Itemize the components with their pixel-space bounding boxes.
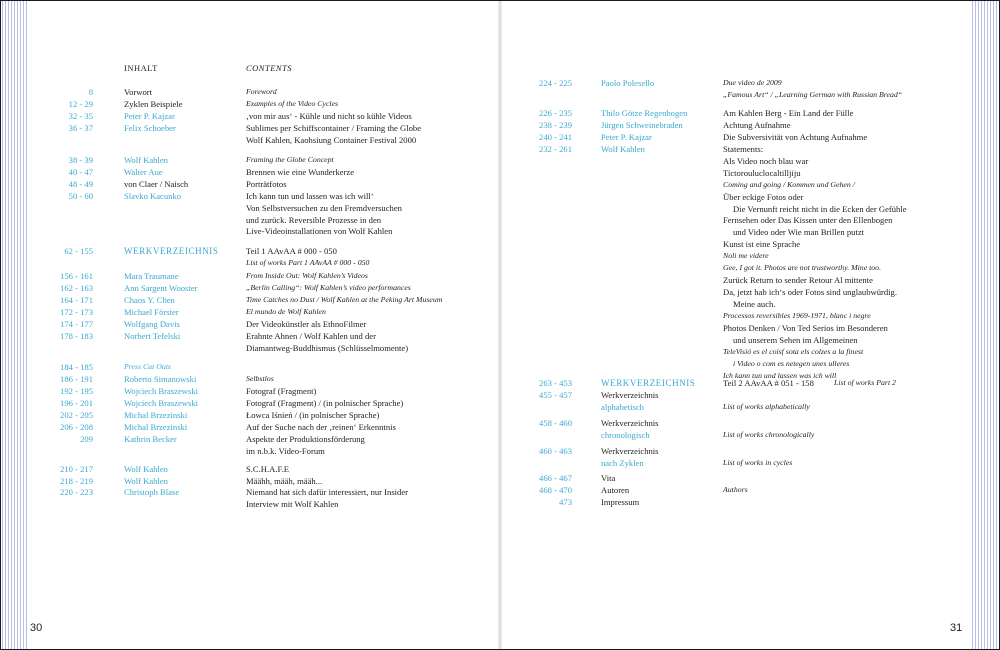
toc-page-range: 174 - 177: [60, 319, 93, 330]
toc-title: List of works alphabetically: [723, 401, 810, 411]
toc-author: Werkverzeichnis: [601, 445, 659, 456]
toc-page-range: 226 - 235: [539, 107, 572, 118]
toc-title: List of works chronologically: [723, 429, 815, 439]
toc-title: Erahnte Ahnen / Wolf Kahlen und der: [246, 331, 376, 342]
toc-title: Määhh, määh, määh...: [246, 475, 323, 486]
toc-author: Peter P. Kajzar: [601, 131, 652, 142]
toc-title: Da, jetzt hab ich‘s oder Fotos sind unglaubwürdig.: [723, 287, 897, 298]
toc-author: Walter Aue: [124, 166, 163, 177]
toc-author: Jürgen Schweinebraden: [601, 119, 683, 130]
toc-page-range: 184 - 185: [60, 361, 93, 372]
toc-author: WERKVERZEICHNIS: [601, 378, 696, 388]
toc-page-range: 178 - 183: [60, 331, 93, 342]
toc-page-range: 460 - 463: [539, 445, 572, 456]
toc-title: Von Selbstversuchen zu den Fremdversuchen: [246, 202, 402, 213]
toc-page-range: 156 - 161: [60, 271, 93, 282]
toc-author: Slavko Kacunko: [124, 190, 182, 201]
toc-title: Auf der Suche nach der ‚reinen‘ Erkenntnis: [246, 421, 396, 432]
toc-title: Authors: [723, 484, 748, 494]
toc-page-range: 36 - 37: [68, 122, 93, 133]
toc-author: Ann Sargent Wooster: [124, 283, 198, 294]
page-edge-right: [972, 0, 1000, 650]
toc-author: Wolf Kahlen: [601, 143, 645, 154]
toc-author: Peter P. Kajzar: [124, 110, 175, 121]
toc-page-range: 455 - 457: [539, 389, 572, 400]
toc-title: Teil 1 AAvAA # 000 - 050: [246, 246, 337, 257]
toc-title: und unserem Sehen im Allgemeinen: [733, 334, 858, 345]
toc-title: Der Videokünstler als EthnoFilmer: [246, 319, 367, 330]
toc-title: Time Catches no Dust / Wolf Kahlen at the Peking Art Museum: [246, 295, 443, 305]
toc-title: Als Video noch blau war: [723, 155, 809, 166]
toc-author: Vorwort: [124, 87, 153, 97]
toc-page-range: 164 - 171: [60, 295, 93, 306]
toc-author: Wolf Kahlen: [124, 463, 168, 474]
toc-title: Wolf Kahlen, Kaohsiung Container Festival 2000: [246, 134, 417, 145]
toc-page-range: 8: [88, 87, 93, 97]
toc-title: im n.b.k. Video-Forum: [246, 445, 325, 456]
toc-page-range: 468 - 470: [539, 484, 572, 495]
toc-title: Foreword: [246, 87, 277, 96]
toc-author: alphabetisch: [601, 401, 644, 412]
toc-page-range: 238 - 239: [539, 119, 572, 130]
toc-title: und Video oder Wie man Brillen putzt: [733, 227, 865, 238]
toc-title: Framing the Globe Concept: [246, 154, 334, 164]
toc-author: Christoph Blase: [124, 487, 180, 498]
toc-title: Aspekte der Produktionsförderung: [246, 433, 365, 444]
toc-page-range: 220 - 223: [60, 487, 93, 498]
page-edge-left: [0, 0, 28, 650]
toc-author: von Claer / Naisch: [124, 178, 189, 189]
toc-title: Kunst ist eine Sprache: [723, 239, 801, 250]
toc-title: Noli me videre: [723, 251, 769, 261]
toc-page-range: 38 - 39: [68, 154, 93, 165]
toc-title: i Video o com es netegen unes ulleres: [733, 358, 850, 368]
toc-author: Press Cut Outs: [124, 361, 171, 371]
toc-title: Gee, I got it. Photos are not trustworthy. Mine too.: [723, 263, 882, 273]
toc-page-range: 263 - 453: [539, 378, 572, 388]
toc-author: Vita: [601, 472, 616, 483]
toc-title: Interview mit Wolf Kahlen: [246, 499, 339, 510]
page-number-left: 30: [30, 622, 43, 634]
toc-author: Norbert Tefelski: [124, 331, 181, 342]
page-number-right: 31: [950, 622, 963, 634]
toc-page-range: 62 - 155: [64, 246, 93, 257]
toc-title: Ich kann tun und lassen was ich will‘: [246, 190, 374, 201]
toc-page-range: 192 - 195: [60, 385, 93, 396]
toc-title: Live-Videoinstallationen von Wolf Kahlen: [246, 226, 393, 237]
toc-author: Mara Traumane: [124, 271, 179, 282]
toc-author: Michael Förster: [124, 307, 179, 318]
toc-title: Am Kahlen Berg - Ein Land der Fülle: [723, 107, 854, 118]
toc-title: S.C.H.A.F.E: [246, 463, 290, 474]
toc-author: nach Zyklen: [601, 457, 644, 468]
toc-title: El mundo de Wolf Kahlen: [246, 307, 326, 317]
toc-title: Teil 2 AAvAA # 051 - 158: [723, 378, 814, 388]
toc-page-range: 172 - 173: [60, 307, 93, 318]
toc-title: Ich kann tun und lassen was ich will: [723, 370, 837, 380]
toc-page-range: 12 - 29: [68, 98, 93, 109]
toc-title: List of works Part 1 AAvAA # 000 - 050: [246, 258, 370, 268]
toc-author: Impressum: [601, 496, 640, 507]
toc-author: Felix Schoeber: [124, 122, 176, 133]
toc-author: WERKVERZEICHNIS: [124, 246, 219, 257]
toc-title: Diamantweg-Buddhismus (Schlüsselmomente): [246, 343, 409, 353]
toc-title: Coming and going / Kommen und Gehen /: [723, 179, 855, 189]
toc-page-range: 206 - 208: [60, 421, 93, 432]
toc-author: Wojciech Braszewski: [124, 397, 198, 408]
toc-page-range: 224 - 225: [539, 78, 572, 88]
toc-page-range: 32 - 35: [68, 110, 93, 121]
toc-page-range: 466 - 467: [539, 472, 572, 483]
toc-author: Michal Brzezinski: [124, 409, 188, 420]
toc-title: und zurück. Reversible Prozesse in den: [246, 214, 382, 225]
toc-title: Examples of the Video Cycles: [246, 98, 339, 108]
toc-title: Photos Denken / Von Ted Serios im Besonderen: [723, 323, 888, 333]
toc-author: Werkverzeichnis: [601, 389, 659, 400]
toc-page-range: 240 - 241: [539, 131, 572, 142]
toc-page-range: 186 - 191: [60, 373, 93, 384]
toc-title: Processos reversibles 1969-1971, blanc i negre: [723, 311, 871, 321]
toc-title: Selbstlos: [246, 373, 274, 383]
toc-author: Michal Brzezinski: [124, 421, 188, 432]
toc-title: Tictorouluclocaltilljiju: [723, 167, 801, 178]
toc-title: Porträtfotos: [246, 178, 287, 189]
toc-title: Fotograf (Fragment) / (in polnischer Sprache): [246, 397, 404, 408]
toc-title: „Famous Art“ / „Learning German with Russian Bread“: [723, 89, 903, 99]
toc-page-range: 50 - 60: [68, 190, 93, 201]
toc-title-secondary: List of works Part 2: [834, 378, 896, 387]
toc-author: chronologisch: [601, 429, 650, 440]
contents-heading: CONTENTS: [246, 63, 293, 73]
inhalt-heading: INHALT: [124, 63, 158, 73]
toc-title: Zurück Return to sender Retour Al mittente: [723, 275, 873, 286]
toc-author: Wolf Kahlen: [124, 475, 168, 486]
toc-author: Roberto Simanowski: [124, 373, 197, 384]
toc-page-range: 218 - 219: [60, 475, 93, 486]
toc-author: Paolo Polesello: [601, 78, 655, 88]
toc-page-range: 458 - 460: [539, 417, 572, 428]
toc-title: Fernsehen oder Das Kissen unter den Ellenbogen: [723, 215, 893, 226]
toc-page-range: 210 - 217: [60, 463, 93, 474]
toc-author: Autoren: [601, 484, 630, 495]
toc-author: Kathrin Becker: [124, 433, 177, 444]
toc-author: Wolfgang Davis: [124, 319, 180, 330]
book-gutter: [498, 0, 502, 650]
toc-author: Wolf Kahlen: [124, 154, 168, 165]
toc-title: Łowca Iśnień / (in polnischer Sprache): [246, 409, 380, 420]
toc-page-range: 473: [559, 496, 572, 507]
toc-author: Wojciech Braszewski: [124, 385, 198, 396]
toc-page-range: 48 - 49: [68, 178, 93, 189]
toc-title: TeleVisió es el coisf sota els colzes a la finest: [723, 346, 864, 356]
toc-title: From Inside Out: Wolf Kahlen’s Videos: [246, 271, 368, 281]
toc-title: Due video de 2009: [723, 78, 782, 87]
toc-page-range: 162 - 163: [60, 283, 93, 294]
toc-title: Die Subversivität von Achtung Aufnahme: [723, 131, 868, 142]
toc-page-range: 196 - 201: [60, 397, 93, 408]
toc-author: Werkverzeichnis: [601, 417, 659, 428]
toc-title: Über eckige Fotos oder: [723, 191, 804, 202]
toc-title: Fotograf (Fragment): [246, 385, 317, 396]
toc-title: Brennen wie eine Wunderkerze: [246, 166, 355, 177]
toc-title: Achtung Aufnahme: [723, 119, 791, 130]
toc-author: Thilo Götze Regenbogen: [601, 107, 688, 118]
toc-title: Statements:: [723, 143, 764, 154]
toc-title: Sublimes per Schiffscontainer / Framing the Globe: [246, 122, 422, 133]
toc-page-range: 232 - 261: [539, 143, 572, 154]
toc-author: Zyklen Beispiele: [124, 98, 183, 109]
toc-title: Niemand hat sich dafür interessiert, nur Insider: [246, 487, 409, 498]
toc-title: „Berlin Calling“: Wolf Kahlen’s video performances: [246, 283, 411, 293]
toc-title: Die Vernunft reicht nicht in die Ecken der Gefühle: [733, 203, 907, 214]
toc-title: List of works in cycles: [723, 457, 793, 467]
toc-page-range: 202 - 205: [60, 409, 93, 420]
toc-title: Meine auch.: [733, 299, 776, 310]
toc-title: ‚von mir aus‘ - Kühle und nicht so kühle Videos: [246, 110, 412, 121]
toc-author: Chaos Y. Chen: [124, 295, 175, 306]
toc-page-range: 40 - 47: [68, 166, 93, 177]
toc-page-range: 209: [80, 433, 93, 444]
